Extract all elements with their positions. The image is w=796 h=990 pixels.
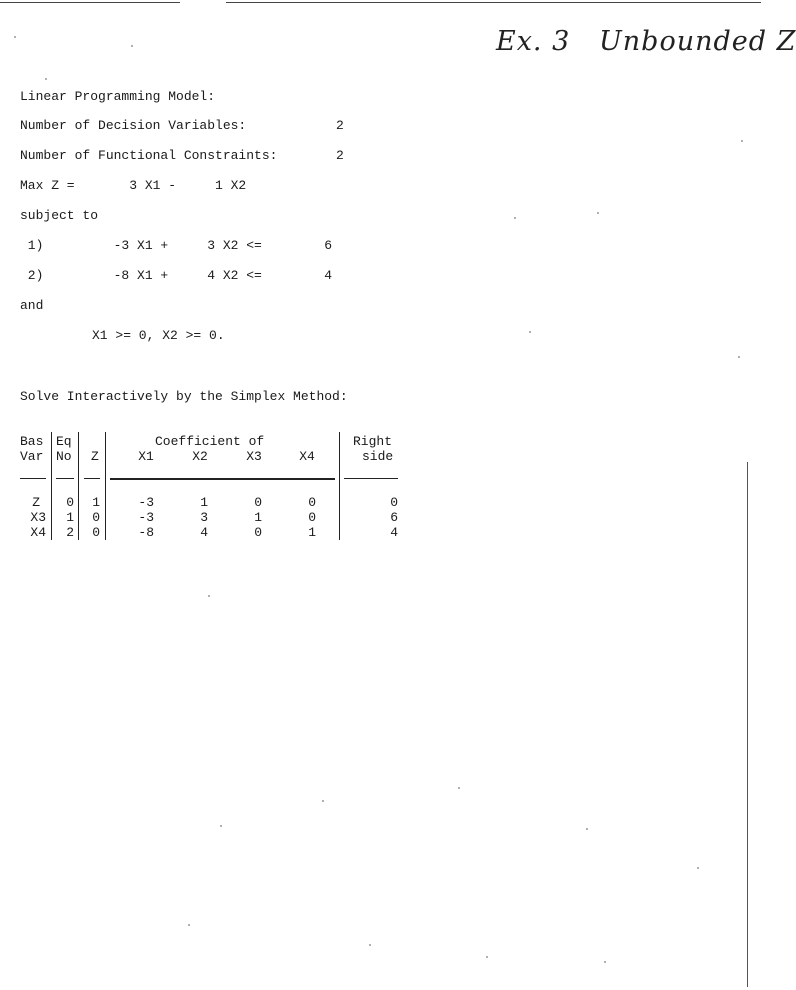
header-side: side [362,449,394,464]
header-bas: Bas [20,434,44,449]
scan-edge-line [226,2,761,3]
cell-coef: 1 [308,525,316,540]
scan-speck [131,45,133,47]
cell-eq: 1 [66,510,74,525]
header-underline [56,478,74,479]
scan-speck [741,140,743,142]
scan-speck [208,595,210,597]
scan-speck [697,867,699,869]
functional-constraints-value: 2 [336,148,344,163]
solve-heading: Solve Interactively by the Simplex Method: [20,389,348,404]
cell-coef: 1 [254,510,262,525]
decision-vars-label: Number of Decision Variables: [20,118,247,133]
cell-coef: 0 [308,495,316,510]
column-divider [78,432,79,540]
cell-coef: 3 [200,510,208,525]
cell-coef: 0 [254,495,262,510]
scan-speck [586,828,588,830]
decision-vars-value: 2 [336,118,344,133]
subject-to-label: subject to [20,208,99,223]
cell-coef: 0 [254,525,262,540]
nonnegativity-constraints: X1 >= 0, X2 >= 0. [92,328,225,343]
header-z: Z [91,449,99,464]
cell-bas: Z [32,495,40,510]
header-x2: X2 [192,449,208,464]
scan-speck [369,944,371,946]
header-coefficient-of: Coefficient of [155,434,265,449]
scan-speck [738,356,740,358]
cell-eq: 0 [66,495,74,510]
constraint-1: 1) -3 X1 + 3 X2 <= 6 [20,238,333,253]
scan-speck [220,825,222,827]
header-x3: X3 [246,449,262,464]
column-divider [51,432,52,540]
scan-edge-line [0,2,180,3]
cell-bas: X4 [30,525,46,540]
scan-speck [529,331,531,333]
and-label: and [20,298,44,313]
model-heading: Linear Programming Model: [20,89,216,104]
cell-z: 0 [92,510,100,525]
scan-speck [514,217,516,219]
scan-speck [322,800,324,802]
header-var: Var [20,449,44,464]
handwritten-annotation: Ex. 3 Unbounded Z [496,26,796,57]
header-no: No [56,449,72,464]
cell-coef: 1 [200,495,208,510]
cell-eq: 2 [66,525,74,540]
header-x1: X1 [138,449,154,464]
scan-speck [604,961,606,963]
header-right: Right [353,434,393,449]
header-underline [20,478,46,479]
cell-rhs: 0 [390,495,398,510]
header-underline [110,478,335,480]
cell-rhs: 6 [390,510,398,525]
column-divider [339,432,340,540]
constraint-2: 2) -8 X1 + 4 X2 <= 4 [20,268,333,283]
header-underline [84,478,100,479]
cell-coef: -8 [138,525,154,540]
scan-speck [14,36,16,38]
cell-coef: 0 [308,510,316,525]
functional-constraints-label: Number of Functional Constraints: [20,148,278,163]
objective-function: Max Z = 3 X1 - 1 X2 [20,178,247,193]
scan-speck [45,78,47,80]
scan-speck [458,787,460,789]
cell-z: 0 [92,525,100,540]
header-eq: Eq [56,434,72,449]
header-x4: X4 [299,449,315,464]
cell-bas: X3 [30,510,46,525]
cell-coef: -3 [138,510,154,525]
scan-edge-line [747,462,748,987]
scan-speck [188,924,190,926]
cell-rhs: 4 [390,525,398,540]
cell-coef: 4 [200,525,208,540]
cell-coef: -3 [138,495,154,510]
header-underline [344,478,398,479]
scan-speck [486,956,488,958]
scan-speck [597,212,599,214]
column-divider [105,432,106,540]
cell-z: 1 [92,495,100,510]
